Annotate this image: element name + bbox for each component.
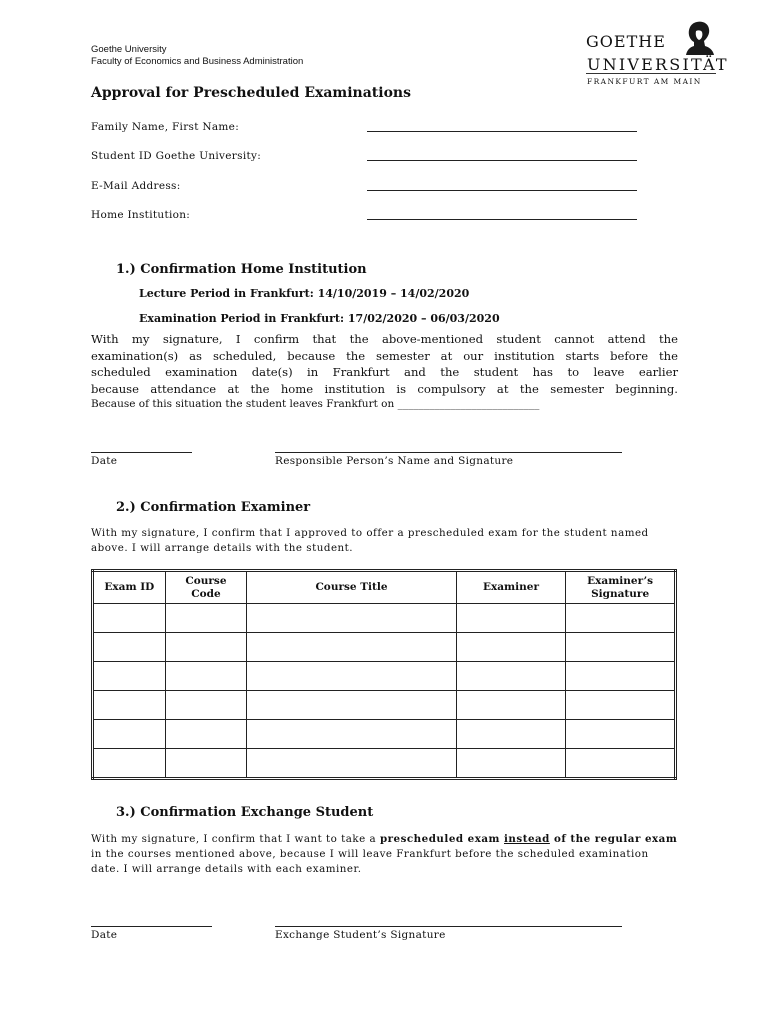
logo-text-universitat: UNIVERSITÄT [587,55,729,74]
paragraph-line: because attendance at the home institution is compulsory at the semester beginning. [91,381,678,396]
leave-date-line[interactable]: Because of this situation the student leaves Frankfurt on ___________________________ [91,398,540,410]
table-row [93,720,676,749]
table-cell[interactable] [566,604,676,633]
table-cell[interactable] [93,691,166,720]
header-course-title: Course Title [247,571,456,604]
table-cell[interactable] [566,691,676,720]
section1-paragraph [91,331,678,397]
table-cell[interactable] [247,720,456,749]
table-cell[interactable] [93,749,166,779]
table-cell[interactable] [456,604,566,633]
lecture-period: Lecture Period in Frankfurt: 14/10/2019 – 14/02/2020 [139,287,470,300]
table-cell[interactable] [456,720,566,749]
responsible-person-signature-line[interactable] [275,452,622,453]
table-cell[interactable] [93,604,166,633]
section3-paragraph [91,832,678,877]
student-signature-line[interactable] [275,926,622,927]
table-cell[interactable] [93,662,166,691]
date-signature-line[interactable] [91,452,192,453]
header-exam-id: Exam ID [93,571,166,604]
table-cell[interactable] [165,604,247,633]
table-cell[interactable] [247,691,456,720]
goethe-university-logo [586,20,729,90]
table-cell[interactable] [247,604,456,633]
table-cell[interactable] [566,662,676,691]
table-cell[interactable] [247,662,456,691]
institution-university: Goethe University [91,44,167,55]
section3-text-instead: instead [504,833,550,845]
table-cell[interactable] [456,691,566,720]
student-signature-caption: Exchange Student’s Signature [275,929,446,941]
table-cell[interactable] [456,749,566,779]
header-examiner: Examiner [456,571,566,604]
table-row [93,749,676,779]
logo-text-goethe: GOETHE [586,32,666,51]
section3-text-rest: in the courses mentioned above, because I will leave Frankfurt before the scheduled examination date. I will arrange details with each examiner. [91,848,649,875]
table-row [93,633,676,662]
paragraph-line: examination(s) as scheduled, because the semester at our institution starts before the [91,348,678,363]
exam-table [91,569,677,780]
field-label-home-institution: Home Institution: [91,209,191,221]
table-cell[interactable] [93,720,166,749]
institution-header [91,44,303,68]
table-header-row [93,571,676,604]
logo-text-frankfurt: FRANKFURT AM MAIN [587,77,702,86]
table-cell[interactable] [165,662,247,691]
field-email-input-line[interactable] [367,190,637,191]
date-caption: Date [91,455,118,467]
paragraph-line: scheduled examination date(s) in Frankfurt and the student has to leave earlier [91,365,678,379]
header-course-code: Course Code [165,571,247,604]
field-label-email: E-Mail Address: [91,180,181,192]
table-row [93,691,676,720]
section3-heading: 3.) Confirmation Exchange Student [116,805,374,820]
section3-text-bold: prescheduled exam [379,833,504,845]
table-cell[interactable] [165,633,247,662]
section2-paragraph: With my signature, I confirm that I approved to offer a prescheduled exam for the student named above. I will arrange details with the student. [91,527,649,554]
field-home-institution-input-line[interactable] [367,219,637,220]
table-cell[interactable] [566,749,676,779]
document-title: Approval for Prescheduled Examinations [91,85,411,101]
section3-text-prefix: With my signature, I confirm that I want to take a [91,833,380,845]
table-row [93,662,676,691]
field-student-id-input-line[interactable] [367,160,637,161]
table-cell[interactable] [566,633,676,662]
field-label-student-id: Student ID Goethe University: [91,150,262,162]
table-cell[interactable] [247,749,456,779]
paragraph-line: With my signature, I confirm that the above-mentioned student cannot attend the [91,332,678,346]
student-date-caption: Date [91,929,118,941]
table-row [93,604,676,633]
table-cell[interactable] [165,720,247,749]
section1-heading: 1.) Confirmation Home Institution [116,262,367,277]
table-cell[interactable] [456,662,566,691]
institution-faculty: Faculty of Economics and Business Administration [91,56,304,67]
field-name-input-line[interactable] [367,131,637,132]
table-cell[interactable] [456,633,566,662]
table-cell[interactable] [247,633,456,662]
table-cell[interactable] [566,720,676,749]
table-cell[interactable] [93,633,166,662]
section3-text-bold2: of the regular exam [549,833,678,845]
section2-heading: 2.) Confirmation Examiner [116,500,311,515]
goethe-portrait-icon [682,20,716,56]
table-cell[interactable] [165,749,247,779]
student-date-line[interactable] [91,926,212,927]
examination-period: Examination Period in Frankfurt: 17/02/2020 – 06/03/2020 [139,312,500,325]
field-label-name: Family Name, First Name: [91,121,240,133]
table-cell[interactable] [165,691,247,720]
header-examiner-signature: Examiner’s Signature [566,571,676,604]
responsible-person-caption: Responsible Person’s Name and Signature [275,455,514,467]
